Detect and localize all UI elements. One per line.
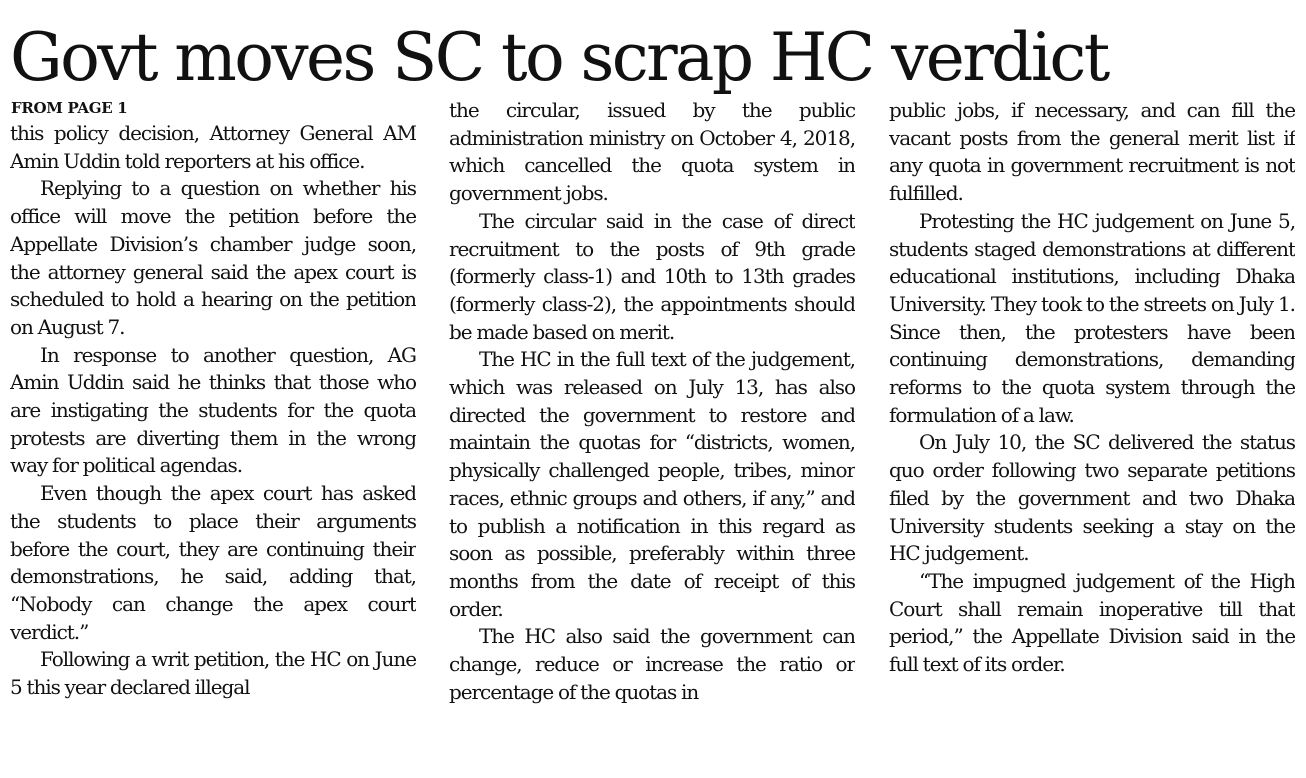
paragraph: Replying to a question on whether his office will move the petition before the Appellate Division’s chamber judge soon, the attorney general said the apex court is scheduled to hold a hearing on the petition on August 7. [10,176,416,339]
article-column-3 [889,97,1295,778]
paragraph: public jobs, if necessary, and can fill the vacant posts from the general merit list if any quota in government recruitment is not fulfilled. [889,98,1295,206]
paragraph: this policy decision, Attorney General AM Amin Uddin told reporters at his office. [10,121,416,173]
paragraph: Protesting the HC judgement on June 5, students staged demonstrations at different educational institutions, including Dhaka University. They took to the streets on July 1. Since then, the protesters have been continuing demonstrations, demanding reforms to the quota system through the formulation of a law. [889,208,1295,427]
paragraph: “The impugned judgement of the High Court shall remain inoperative till that period,” the Appellate Division said in the full text of its order. [889,568,1295,677]
paragraph: The circular said in the case of direct recruitment to the posts of 9th grade (formerly class-1) and 10th to 13th grades (formerly class-2), the appointments should be made based on merit. [449,208,855,344]
article-column-2 [449,97,855,778]
paragraph: On July 10, the SC delivered the status quo order following two separate petitions filed by the government and two Dhaka University students seeking a stay on the HC judgement. [889,430,1295,566]
paragraph: The HC in the full text of the judgement, which was released on July 13, has also directed the government to restore and maintain the quotas for “districts, women, physically challenged people, tribes, minor races, ethnic groups and others, if any,” and to publish a notification in this regard as soon as possible, preferably within three months from the date of receipt of this order. [449,347,855,621]
continuation-kicker: FROM PAGE 1 [11,99,128,117]
paragraph: the circular, issued by the public administration ministry on October 4, 2018, which cancelled the quota system in government jobs. [449,98,855,206]
paragraph: Even though the apex court has asked the students to place their arguments before the court, they are continuing their demonstrations, he said, adding that, “Nobody can change the apex court verdict.” [10,481,416,644]
article-column-1 [10,120,416,778]
paragraph: Following a writ petition, the HC on June 5 this year declared illegal [10,647,416,700]
paragraph: The HC also said the government can change, reduce or increase the ratio or percentage of the quotas in [449,624,855,704]
paragraph: In response to another question, AG Amin Uddin said he thinks that those who are instigating the students for the quota protests are diverting them in the wrong way for political agendas. [10,342,416,478]
headline: Govt moves SC to scrap HC verdict [10,19,1108,96]
